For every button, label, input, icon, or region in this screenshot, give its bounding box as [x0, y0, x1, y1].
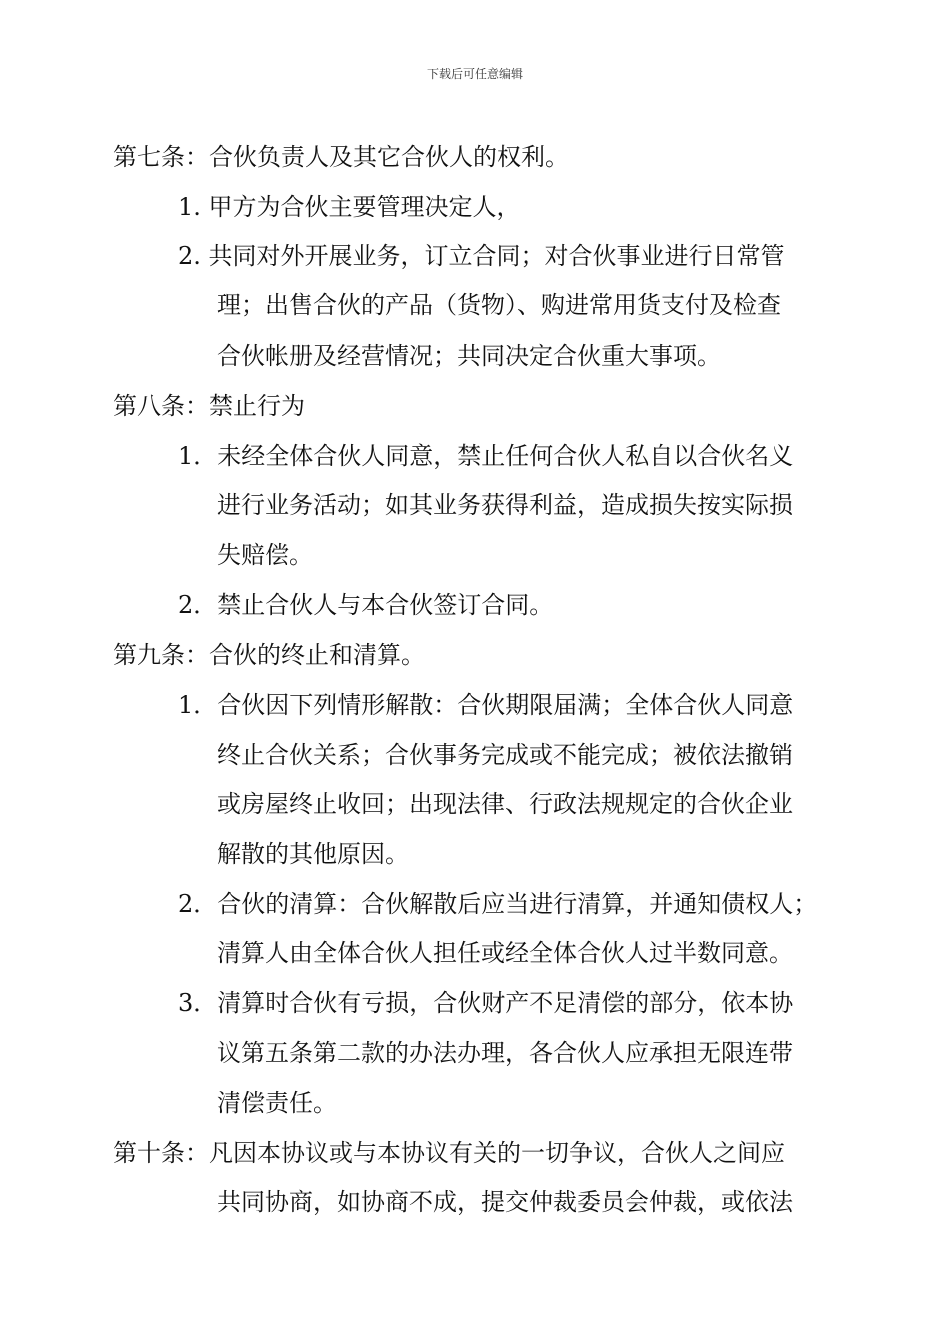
- article-8-item-1: 1．未经全体合伙人同意，禁止任何合伙人私自以合伙名义: [178, 442, 794, 470]
- article-8-item-2: 2．禁止合伙人与本合伙签订合同。: [178, 591, 554, 619]
- article-9-item-1-cont: 终止合伙关系；合伙事务完成或不能完成；被依法撤销: [217, 741, 793, 769]
- article-8-item-1-cont: 失赔偿。: [217, 541, 313, 569]
- article-9-item-2: 2．合伙的清算：合伙解散后应当进行清算，并通知债权人；: [178, 890, 818, 918]
- article-7-item-2-cont: 合伙帐册及经营情况；共同决定合伙重大事项。: [217, 342, 721, 370]
- page-header: 下载后可任意编辑: [426, 67, 523, 81]
- article-7-heading: 第七条：合伙负责人及其它合伙人的权利。: [113, 143, 569, 171]
- article-9-item-3: 3．清算时合伙有亏损，合伙财产不足清偿的部分，依本协: [178, 989, 794, 1017]
- article-9-item-1-cont: 解散的其他原因。: [217, 840, 409, 868]
- article-7-item-2-cont: 理；出售合伙的产品（货物）、购进常用货支付及检查: [217, 291, 781, 319]
- article-9-item-2-cont: 清算人由全体合伙人担任或经全体合伙人过半数同意。: [217, 939, 793, 967]
- article-7-item-1: 1. 甲方为合伙主要管理决定人，: [178, 193, 521, 221]
- article-8-item-1-cont: 进行业务活动；如其业务获得利益，造成损失按实际损: [217, 491, 793, 519]
- article-9-item-3-cont: 议第五条第二款的办法办理，各合伙人应承担无限连带: [217, 1039, 793, 1067]
- article-9-heading: 第九条：合伙的终止和清算。: [113, 641, 425, 669]
- article-7-item-2: 2. 共同对外开展业务，订立合同；对合伙事业进行日常管: [178, 242, 785, 270]
- article-9-item-1-cont: 或房屋终止收回；出现法律、行政法规规定的合伙企业: [217, 790, 793, 818]
- article-9-item-1: 1．合伙因下列情形解散：合伙期限届满；全体合伙人同意: [178, 691, 794, 719]
- article-10-cont: 共同协商，如协商不成，提交仲裁委员会仲裁，或依法: [217, 1188, 793, 1216]
- article-9-item-3-cont: 清偿责任。: [217, 1089, 337, 1117]
- article-8-heading: 第八条：禁止行为: [113, 392, 305, 420]
- article-10-heading: 第十条：凡因本协议或与本协议有关的一切争议，合伙人之间应: [113, 1139, 785, 1167]
